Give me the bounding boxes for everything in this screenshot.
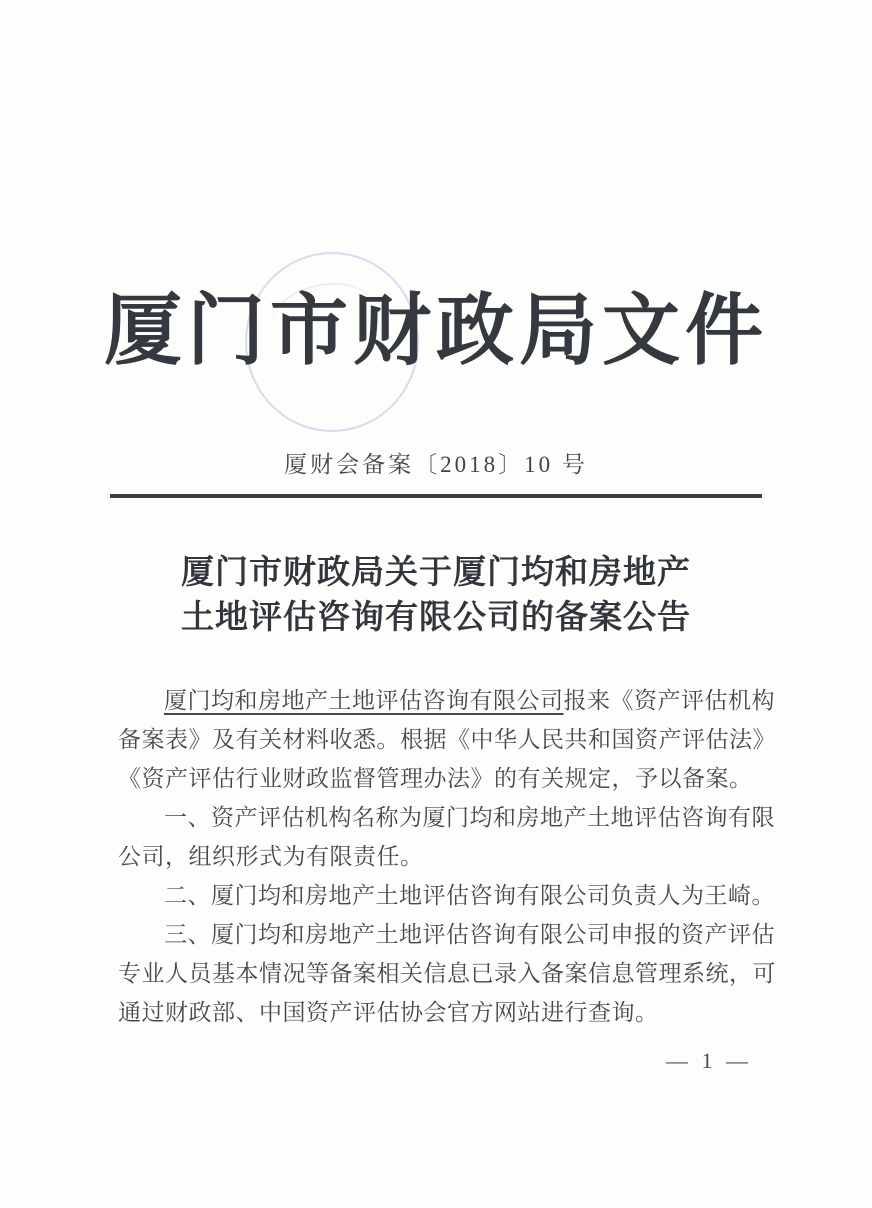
body-line: 二、厦门均和房地产土地评估咨询有限公司负责人为王崎。 [164, 883, 775, 908]
separator-rule [110, 494, 762, 498]
body-line: 通过财政部、中国资产评估协会官方网站进行查询。 [118, 1000, 659, 1025]
underlined-company-name: 厦门均和房地产土地评估咨询有限公司 [164, 688, 564, 713]
body-line: 专业人员基本情况等备案相关信息已录入备案信息管理系统，可 [118, 961, 776, 986]
document-subject [0, 551, 872, 641]
subject-line-1: 厦门市财政局关于厦门均和房地产 [181, 555, 691, 591]
body-line: 厦门均和房地产土地评估咨询有限公司报来《资产评估机构 [164, 688, 775, 713]
body-line: 《资产评估行业财政监督管理办法》的有关规定，予以备案。 [118, 766, 753, 791]
document-body [118, 681, 774, 1032]
body-line: 备案表》及有关材料收悉。根据《中华人民共和国资产评估法》 [118, 727, 776, 752]
subject-line-2: 土地评估咨询有限公司的备案公告 [181, 600, 691, 636]
body-line: 一、资产评估机构名称为厦门均和房地产土地评估咨询有限 [164, 805, 775, 830]
body-line: 公司，组织形式为有限责任。 [118, 844, 424, 869]
document-number: 厦财会备案〔2018〕10 号 [284, 452, 588, 477]
body-line: 三、厦门均和房地产土地评估咨询有限公司申报的资产评估 [164, 922, 775, 947]
document-masthead: 厦门市财政局文件 [103, 287, 768, 374]
page-number: — 1 — [666, 1048, 752, 1073]
